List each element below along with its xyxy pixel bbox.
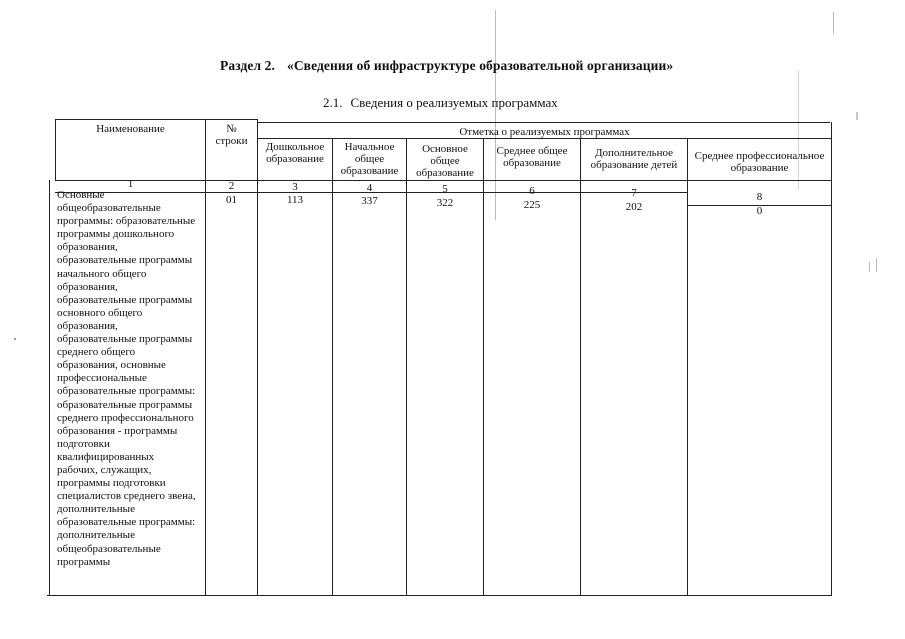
row-name-line: образования - программы — [57, 424, 178, 437]
table-border-left-lower — [49, 180, 50, 595]
scan-artifact-line — [869, 262, 870, 272]
column-number-3: 3 — [292, 181, 298, 193]
row-name-line: образовательные программы — [57, 398, 193, 411]
header-program-group: Отметка о реализуемых программах — [459, 126, 630, 138]
row-name-line: образовательные программы — [57, 333, 193, 346]
value-primary-general: 337 — [361, 195, 378, 207]
value-secondary-general: 225 — [523, 199, 541, 211]
row-name-line: начального общего — [57, 267, 147, 280]
row-name-line: Основные — [57, 189, 105, 201]
section-title — [220, 58, 673, 74]
row-name-line: программы — [57, 555, 111, 568]
header-secondary-general: Среднее общее образование — [496, 145, 568, 169]
row-name-line: программы подготовки — [57, 477, 166, 490]
table-border-bottom — [47, 595, 832, 596]
scan-artifact-dot — [14, 338, 16, 340]
column-number-1: 1 — [127, 178, 134, 190]
row-name-cell — [57, 189, 207, 569]
column-number-5: 5 — [442, 183, 448, 195]
header-row-number — [206, 123, 257, 147]
row-name-line: подготовки — [57, 437, 110, 450]
value-additional-children: 202 — [625, 201, 643, 213]
header-name: Наименование — [96, 123, 165, 135]
group-header-divider — [257, 138, 832, 139]
row-name-line: дополнительные — [57, 529, 135, 542]
row-name-line: образовательные программы: — [57, 385, 196, 398]
row-name-line: программы дошкольного — [57, 228, 175, 241]
row-name-line: программы: образовательные — [57, 215, 196, 228]
row-name-line: образования, основные — [57, 359, 166, 372]
scan-artifact-dot — [856, 112, 858, 120]
row-name-line: дополнительные — [57, 503, 135, 516]
scan-artifact-line — [876, 258, 877, 272]
row-number-cell: 01 — [226, 194, 237, 206]
row-name-line: образовательные программы — [57, 254, 193, 267]
section-title-text: «Сведения об инфраструктуре образовательной организации» — [286, 58, 674, 73]
subsection-title-text: Сведения о реализуемых программах — [350, 95, 558, 110]
table-border-right — [831, 122, 832, 595]
scan-artifact-line — [833, 12, 834, 34]
column-number-6: 6 — [529, 185, 535, 197]
column-number-8: 8 — [756, 191, 763, 203]
row-name-line: образования, — [57, 280, 118, 293]
column-number-4: 4 — [366, 182, 373, 194]
row-name-line: профессиональные — [57, 372, 147, 385]
subsection-title — [323, 95, 558, 111]
header-primary-general: Начальное общее образование — [340, 141, 399, 177]
value-preschool: 113 — [286, 194, 304, 206]
header-preschool: Дошкольное образование — [265, 141, 325, 165]
section-number: Раздел 2. — [220, 58, 275, 73]
column-number-7: 7 — [631, 187, 637, 199]
row-name-line: специалистов среднего звена, — [57, 490, 196, 503]
row-name-line: квалифицированных — [57, 450, 155, 463]
row-name-line: общеобразовательные — [57, 202, 161, 215]
table-border-top — [55, 119, 257, 120]
row-name-line: основного общего — [57, 306, 143, 319]
header-row-number-line2: строки — [215, 135, 248, 147]
header-row-number-line1: № — [226, 123, 237, 135]
header-secondary-vocational: Среднее профессиональное образование — [694, 150, 825, 174]
header-basic-general: Основное общее образование — [416, 143, 474, 179]
row-name-line: общеобразовательные — [57, 542, 161, 555]
value-secondary-vocational: 0 — [756, 205, 763, 217]
row-name-line: образования, — [57, 319, 118, 332]
row-name-line: рабочих, служащих, — [57, 463, 152, 476]
column-number-2: 2 — [228, 180, 235, 192]
row-name-line: образовательные программы: — [57, 516, 196, 529]
table-border-top-right — [257, 122, 830, 123]
row-name-line: образования, — [57, 241, 118, 254]
row-name-line: образовательные программы — [57, 293, 193, 306]
header-additional-children: Дополнительное образование детей — [590, 147, 678, 171]
row-name-line: среднего профессионального — [57, 411, 194, 424]
subsection-number: 2.1. — [323, 95, 343, 110]
value-basic-general: 322 — [436, 197, 454, 209]
row-name-line: среднего общего — [57, 346, 136, 359]
